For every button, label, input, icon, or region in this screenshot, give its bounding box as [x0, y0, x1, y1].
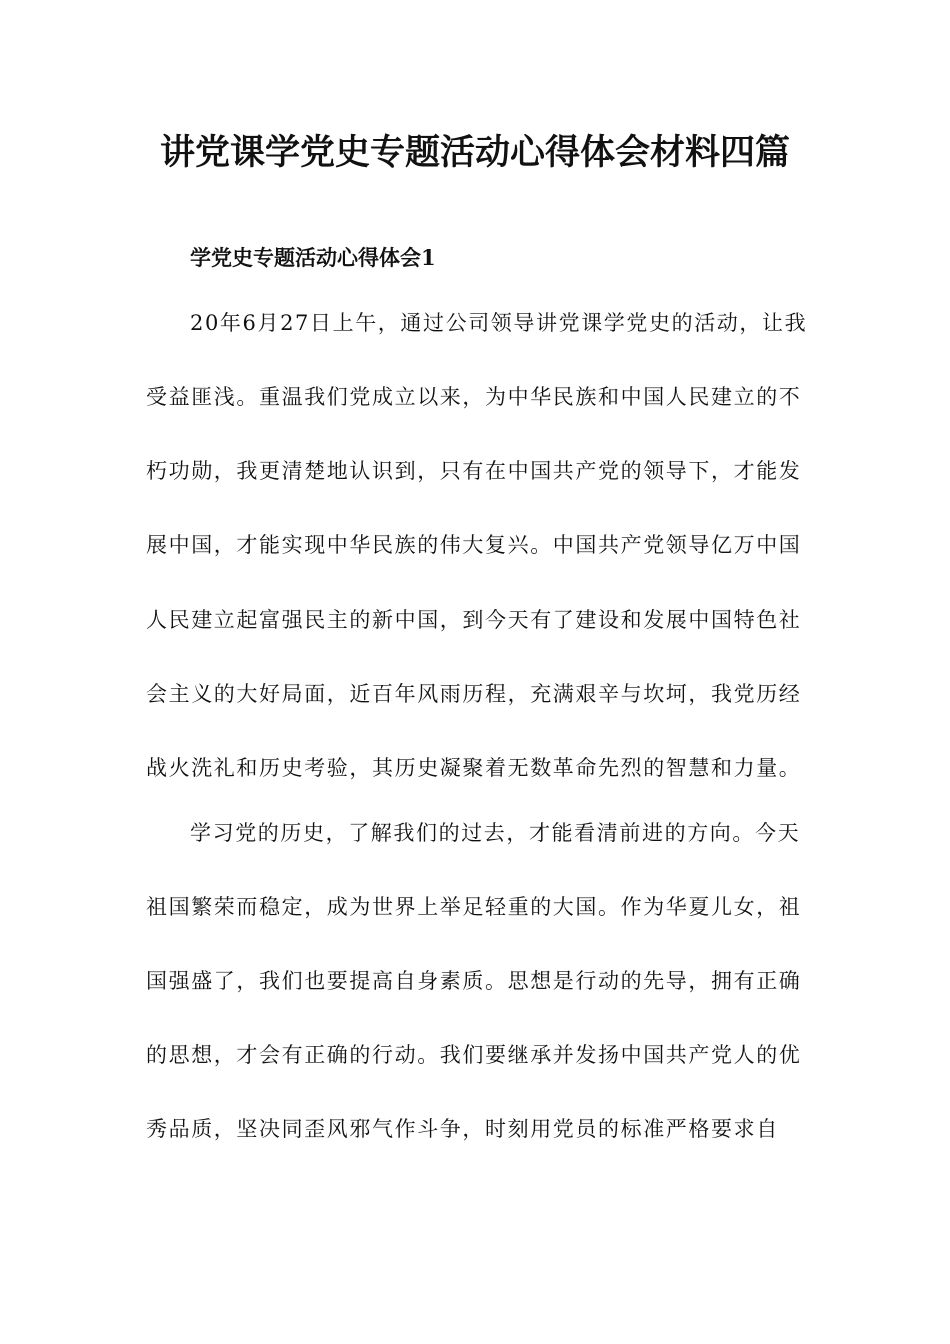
paragraph-line: 会主义的大好局面，近百年风雨历程，充满艰辛与坎坷，我党历经: [146, 682, 802, 706]
paragraph-line: 受益匪浅。重温我们党成立以来，为中华民族和中国人民建立的不: [146, 385, 802, 409]
paragraph-line: 战火洗礼和历史考验，其历史凝聚着无数革命先烈的智慧和力量。: [146, 756, 802, 780]
document-title: 讲党课学党史专题活动心得体会材料四篇: [159, 132, 790, 173]
section-heading: 学党史专题活动心得体会1: [190, 245, 436, 270]
paragraph-line: 20年6月27日上午，通过公司领导讲党课学党史的活动，让我: [190, 311, 808, 335]
paragraph-line: 学习党的历史，了解我们的过去，才能看清前进的方向。今天: [190, 821, 801, 845]
paragraph-line: 国强盛了，我们也要提高自身素质。思想是行动的先导，拥有正确: [146, 969, 802, 993]
paragraph-line: 祖国繁荣而稳定，成为世界上举足轻重的大国。作为华夏儿女，祖: [146, 895, 802, 919]
paragraph-line: 朽功勋，我更清楚地认识到，只有在中国共产党的领导下，才能发: [146, 459, 802, 483]
paragraph-line: 展中国，才能实现中华民族的伟大复兴。中国共产党领导亿万中国: [146, 533, 802, 557]
paragraph-line: 人民建立起富强民主的新中国，到今天有了建设和发展中国特色社: [146, 608, 802, 632]
paragraph-line: 秀品质，坚决同歪风邪气作斗争，时刻用党员的标准严格要求自: [146, 1117, 779, 1141]
paragraph-line: 的思想，才会有正确的行动。我们要继承并发扬中国共产党人的优: [146, 1043, 802, 1067]
